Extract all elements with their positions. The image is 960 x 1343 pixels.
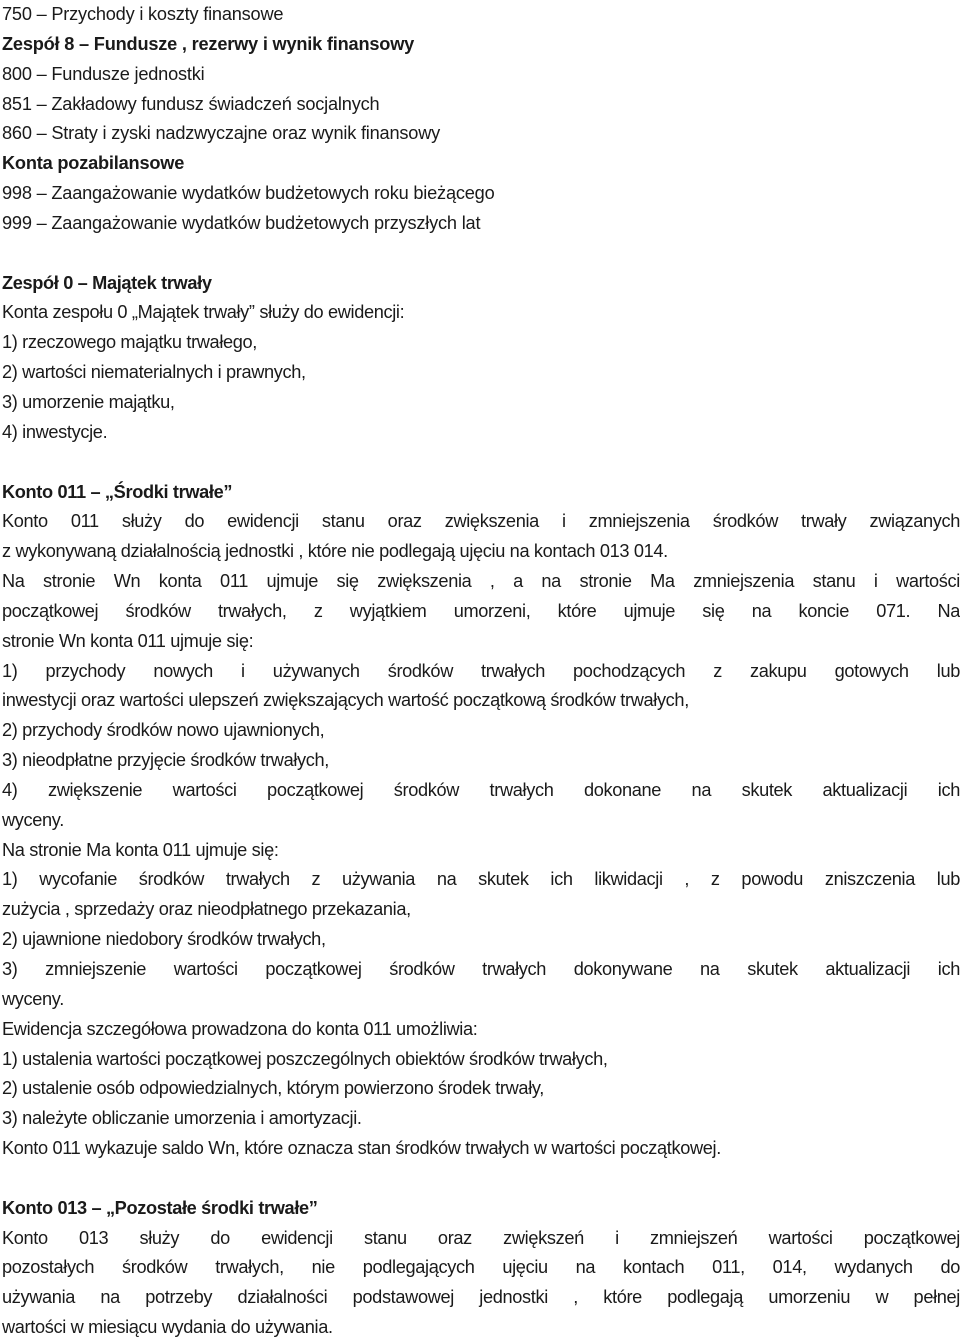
section-konto-011 [2,478,960,1164]
list-item: 4) zwiększenie wartości początkowej środków trwałych dokonane na skutek aktualizacji ich [2,779,960,800]
paragraph-line: zużycia , sprzedaży oraz nieodpłatnego przekazania, [2,899,411,920]
paragraph-gap [2,448,960,478]
list-item: 1) ustalenia wartości początkowej poszczególnych obiektów środków trwałych, [2,1048,608,1069]
list-item: 3) należyte obliczanie umorzenia i amortyzacji. [2,1108,362,1129]
section-heading: Konta pozabilansowe [2,153,185,174]
section-konto-013 [2,1194,960,1343]
list-item: 4) inwestycje. [2,421,108,442]
list-item: 851 – Zakładowy fundusz świadczeń socjalnych [2,93,380,114]
paragraph-line: Konta zespołu 0 „Majątek trwały” służy do ewidencji: [2,302,405,323]
paragraph-line: pozostałych środków trwałych, nie podlegających ujęciu na kontach 011, 014, wydanych do [2,1257,960,1278]
account-list [2,0,960,239]
section-heading: Konto 013 – „Pozostałe środki trwałe” [2,1197,318,1218]
list-item: 2) ustalenie osób odpowiedzialnych, którym powierzono środek trwały, [2,1078,544,1099]
list-item: 2) przychody środków nowo ujawnionych, [2,720,325,741]
paragraph-gap [2,239,960,269]
list-item: 860 – Straty i zyski nadzwyczajne oraz wynik finansowy [2,123,441,144]
paragraph-line: Konto 011 służy do ewidencji stanu oraz zwiększenia i zmniejszenia środków trwały związanych [2,511,960,532]
list-item: 750 – Przychody i koszty finansowe [2,4,284,24]
section-heading: Konto 011 – „Środki trwałe” [2,481,233,502]
paragraph-line: używania na potrzeby działalności podstawowej jednostki , które podlegają umorzeniu w pełnej [2,1287,960,1308]
list-item: 1) wycofanie środków trwałych z używania na skutek ich likwidacji , z powodu zniszczenia lub [2,869,960,890]
paragraph-gap [2,1164,960,1194]
list-item: 2) wartości niematerialnych i prawnych, [2,362,306,383]
paragraph-line: inwestycji oraz wartości ulepszeń zwiększających wartość początkową środków trwałych, [2,690,689,711]
section-heading: Zespół 8 – Fundusze , rezerwy i wynik finansowy [2,33,415,54]
list-item: 3) umorzenie majątku, [2,391,175,412]
paragraph-line: Konto 013 służy do ewidencji stanu oraz zwiększeń i zmniejszeń wartości początkowej [2,1227,960,1248]
paragraph-line: wyceny. [2,809,64,830]
paragraph-line: Na stronie Wn konta 011 ujmuje się zwiększenia , a na stronie Ma zmniejszenia stanu i wartości [2,571,960,592]
list-item: 800 – Fundusze jednostki [2,63,205,84]
paragraph-line: wartości w miesiącu wydania do używania. [2,1317,333,1338]
section-zespol-0 [2,269,960,448]
list-item: 3) nieodpłatne przyjęcie środków trwałych, [2,750,329,771]
list-item: 998 – Zaangażowanie wydatków budżetowych roku bieżącego [2,183,495,204]
paragraph-line: stronie Wn konta 011 ujmuje się: [2,630,254,651]
list-item: 999 – Zaangażowanie wydatków budżetowych przyszłych lat [2,212,481,233]
paragraph-line: z wykonywaną działalnością jednostki , które nie podlegają ujęciu na kontach 013 014. [2,541,668,562]
paragraph-line: Konto 011 wykazuje saldo Wn, które oznacza stan środków trwałych w wartości początkowej. [2,1138,721,1159]
paragraph-line: Ewidencja szczegółowa prowadzona do konta 011 umożliwia: [2,1018,478,1039]
list-item: 2) ujawnione niedobory środków trwałych, [2,929,326,950]
paragraph-line: wyceny. [2,988,64,1009]
paragraph-line: Na stronie Ma konta 011 ujmuje się: [2,839,279,860]
section-heading: Zespół 0 – Majątek trwały [2,272,212,293]
paragraph-line: 1) przychody nowych i używanych środków trwałych pochodzących z zakupu gotowych lub [2,660,960,681]
list-item: 1) rzeczowego majątku trwałego, [2,332,258,353]
paragraph-line: początkowej środków trwałych, z wyjątkiem umorzeni, które ujmuje się na koncie 071. Na [2,600,960,621]
list-item: 3) zmniejszenie wartości początkowej środków trwałych dokonywane na skutek aktualizacji ich [2,959,960,979]
